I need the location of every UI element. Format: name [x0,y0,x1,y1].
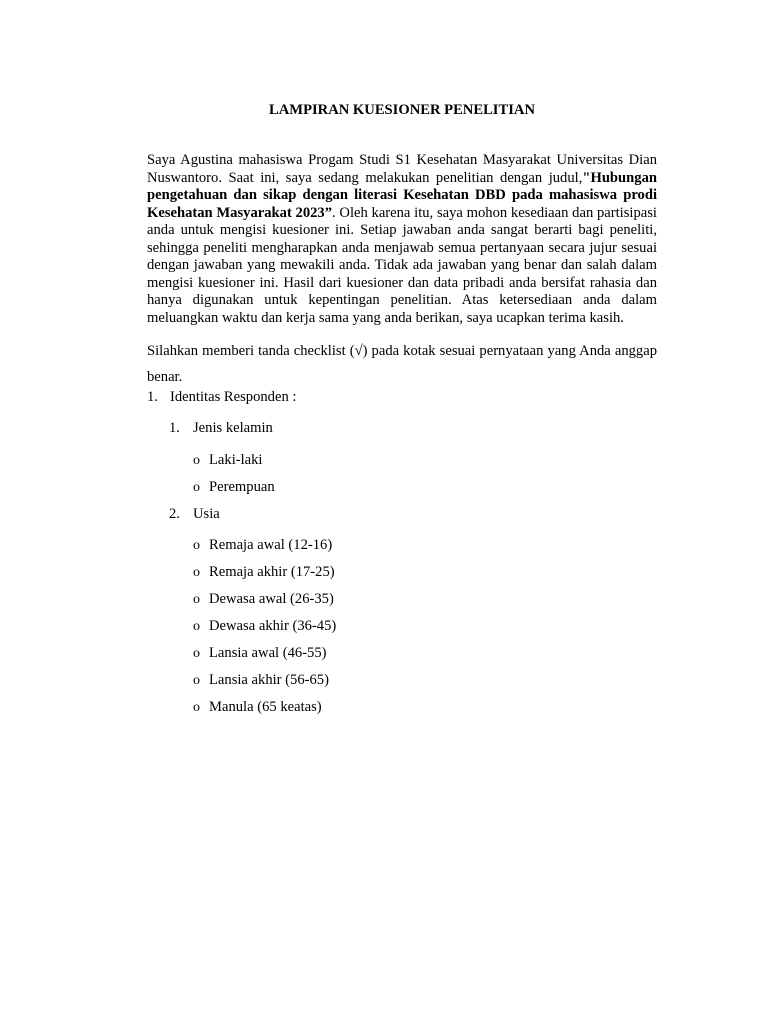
option-label: Laki-laki [209,452,263,468]
option-item[interactable] [193,563,335,582]
checkbox-bullet-icon[interactable]: o [193,592,200,607]
option-item[interactable] [193,644,327,663]
checkbox-bullet-icon[interactable]: o [193,538,200,553]
option-label: Lansia akhir (56-65) [209,672,329,688]
option-label: Perempuan [209,479,275,495]
option-item[interactable] [193,698,322,717]
section-number: 1. [147,389,158,405]
checkbox-bullet-icon[interactable]: o [193,480,200,495]
checkbox-bullet-icon[interactable]: o [193,646,200,661]
intro-paragraph [147,152,657,327]
question-number: 2. [169,506,180,522]
research-title: "Hubungan pengetahuan dan sikap dengan literasi Kesehatan DBD pada mahasiswa prodi Kesehatan Masyarakat 2023” [147,169,657,221]
instruction-text: Silahkan memberi tanda checklist (√) pada kotak sesuai pernyataan yang Anda anggap benar. [147,343,657,385]
intro-text-start: Saya Agustina mahasiswa Progam Studi S1 Kesehatan Masyarakat Universitas Dian Nuswantoro. Saat ini, saya sedang melakukan penelitian dengan judul, [147,152,657,186]
checkbox-bullet-icon[interactable]: o [193,565,200,580]
checkbox-bullet-icon[interactable]: o [193,700,200,715]
option-label: Manula (65 keatas) [209,699,322,715]
page-title: LAMPIRAN KUESIONER PENELITIAN [269,102,535,118]
option-label: Dewasa awal (26-35) [209,591,334,607]
question-jenis-kelamin [169,419,273,437]
checkbox-bullet-icon[interactable]: o [193,619,200,634]
option-item[interactable] [193,617,336,636]
section-label: Identitas Responden : [170,389,297,405]
option-label: Remaja akhir (17-25) [209,564,335,580]
question-label: Jenis kelamin [193,420,273,436]
question-usia [169,505,220,523]
question-label: Usia [193,506,220,522]
option-item[interactable] [193,590,334,609]
option-label: Lansia awal (46-55) [209,645,327,661]
intro-text-end: . Oleh karena itu, saya mohon kesediaan dan partisipasi anda untuk mengisi kuesioner ini. Setiap jawaban anda sangat berarti bagi peneliti, sehingga peneliti mengharapkan anda menjawab semua pertanyaan secara jujur sesuai dengan jawaban yang mewakili anda. Tidak ada jawaban yang benar dan salah dalam mengisi kuesioner ini. Hasil dari kuesioner dan data pribadi anda bersifat rahasia dan hanya digunakan untuk kepentingan penelitian. Atas ketersediaan anda dalam meluangkan waktu dan kerja sama yang anda berikan, saya ucapkan terima kasih. [147,204,657,326]
section-identitas [147,388,296,406]
option-item[interactable] [193,536,332,555]
question-number: 1. [169,420,180,436]
option-item[interactable] [193,478,275,497]
option-label: Remaja awal (12-16) [209,537,333,553]
checkbox-bullet-icon[interactable]: o [193,673,200,688]
option-item[interactable] [193,671,329,690]
option-item[interactable] [193,451,263,470]
checkbox-bullet-icon[interactable]: o [193,453,200,468]
option-label: Dewasa akhir (36-45) [209,618,337,634]
